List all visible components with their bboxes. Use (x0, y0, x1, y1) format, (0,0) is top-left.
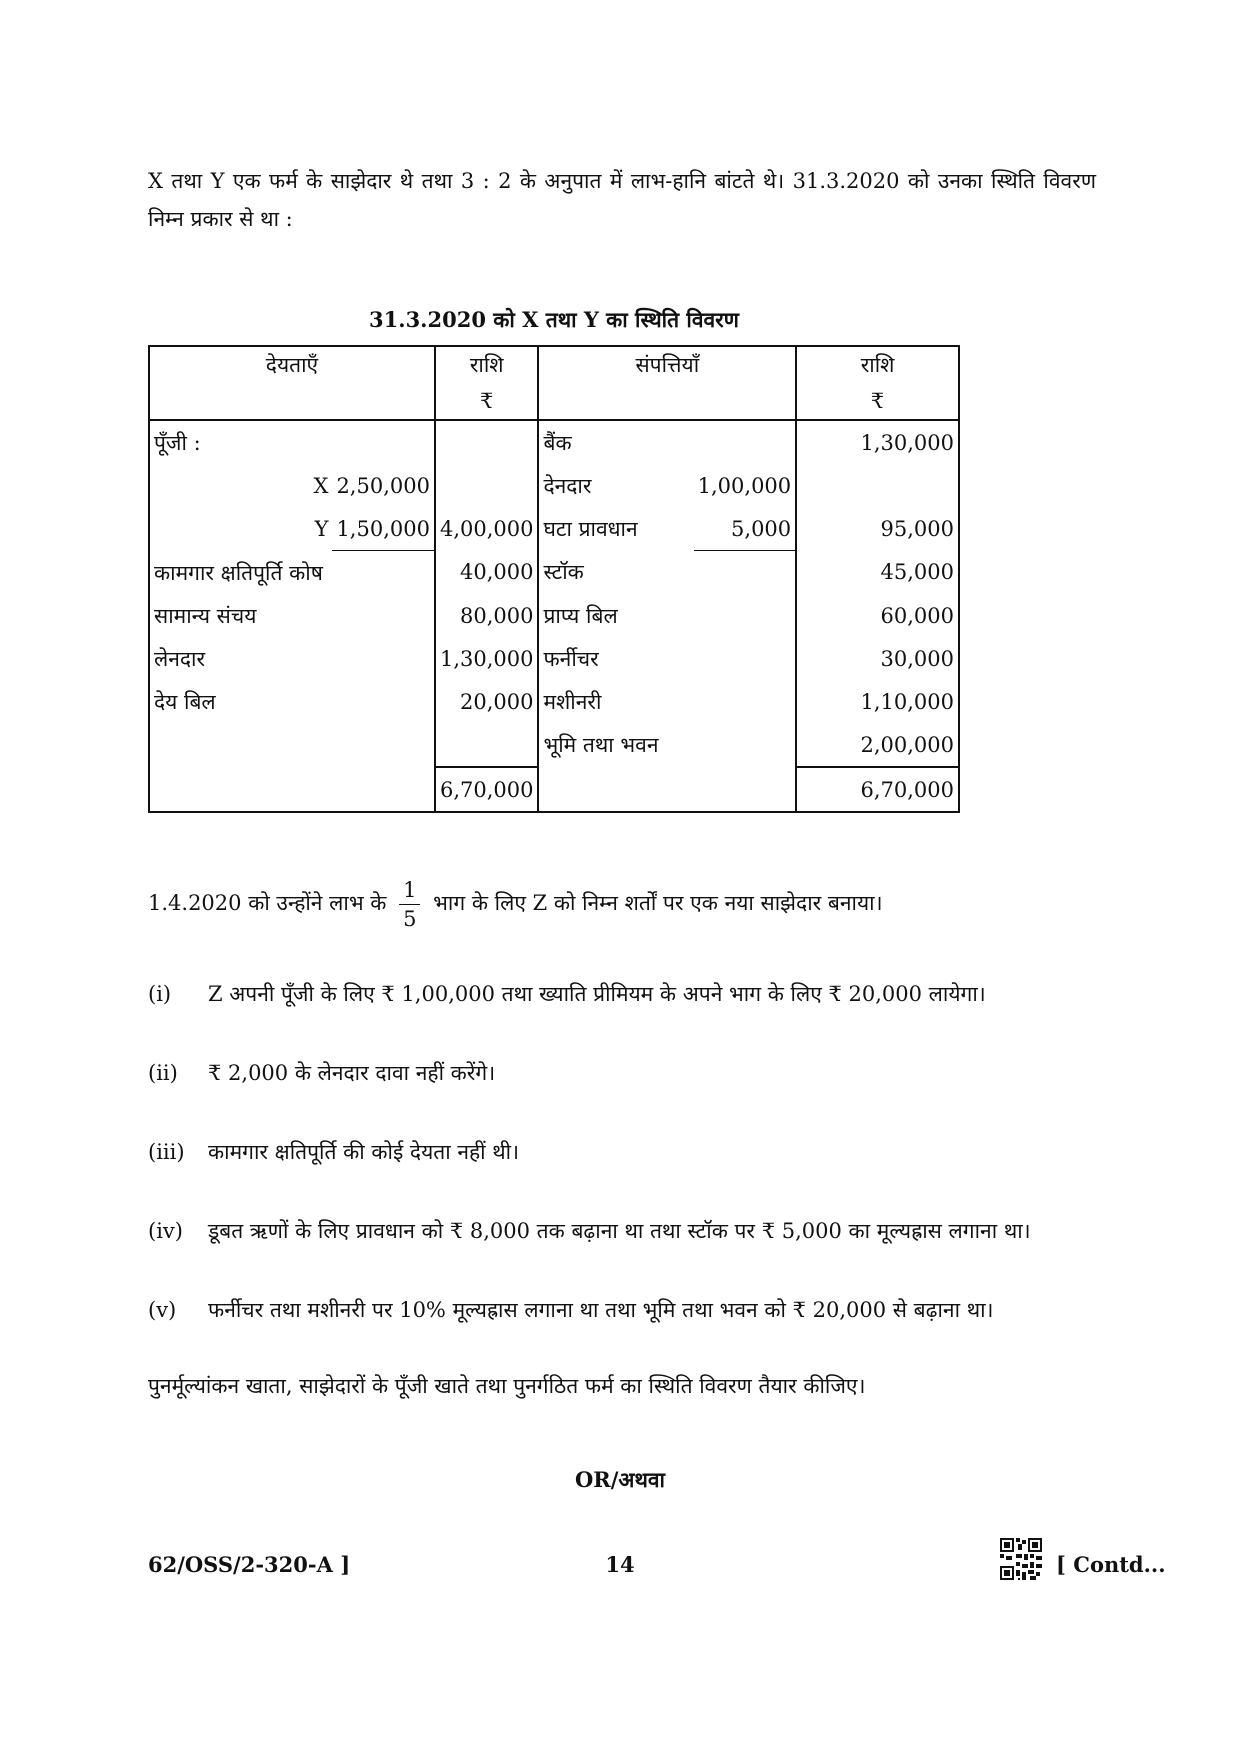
liability-label: पूँजी : (154, 430, 201, 455)
asset-sub-amount (694, 594, 797, 637)
asset-amount: 95,000 (796, 507, 959, 551)
liability-amount: 1,30,000 (435, 637, 539, 680)
currency-symbol: ₹ (796, 383, 959, 420)
condition-item: (i) Z अपनी पूँजी के लिए ₹ 1,00,000 तथा ख्याति प्रीमियम के अपने भाग के लिए ₹ 20,000 लायेगा। (148, 982, 986, 1006)
condition-item: (v) फर्नीचर तथा मशीनरी पर 10% मूल्यह्रास लगाना था तथा भूमि तथा भवन को ₹ 20,000 से बढ़ाना था। (148, 1298, 994, 1322)
liability-label (149, 723, 435, 767)
asset-label: फर्नीचर (538, 637, 693, 680)
liability-amount: 40,000 (435, 551, 539, 595)
balance-sheet-title: 31.3.2020 को X तथा Y का स्थिति विवरण (369, 307, 739, 332)
asset-label: देनदार (538, 464, 693, 507)
page-number: 14 (605, 1552, 635, 1577)
profit-share-fraction (399, 876, 420, 933)
asset-amount: 30,000 (796, 637, 959, 680)
condition-item: (iv) डूबत ऋणों के लिए प्रावधान को ₹ 8,000 तक बढ़ाना था तथा स्टॉक पर ₹ 5,000 का मूल्यह्रास लगाना था। (148, 1219, 1031, 1243)
asset-label: प्राप्य बिल (538, 594, 693, 637)
question-intro: X तथा Y एक फर्म के साझेदार थे तथा 3 : 2 के अनुपात में लाभ-हानि बांटते थे। 31.3.2020 को उनका स्थिति विवरण निम्न प्रकार से था : (148, 169, 1096, 231)
condition-item: (iii) कामगार क्षतिपूर्ति की कोई देयता नहीं थी। (148, 1140, 520, 1164)
condition-item: (ii) ₹ 2,000 के लेनदार दावा नहीं करेंगे। (148, 1061, 496, 1085)
or-separator: OR/अथवा (575, 1467, 665, 1492)
liability-amount: 4,00,000 (435, 507, 539, 551)
table-currency-row (149, 383, 959, 420)
asset-amount: 45,000 (796, 551, 959, 595)
totals-row (149, 767, 959, 812)
asset-sub-amount (694, 637, 797, 680)
table-row (149, 420, 959, 464)
asset-amount: 1,30,000 (796, 420, 959, 464)
table-row (149, 680, 959, 723)
balance-sheet-table (148, 345, 960, 813)
total-liabilities: 6,70,000 (435, 767, 539, 812)
table-row (149, 723, 959, 767)
partner-name: Y (314, 516, 329, 541)
admission-after: भाग के लिए Z को निम्न शर्तों पर एक नया साझेदार बनाया। (433, 891, 883, 915)
partner-capital: 2,50,000 (336, 473, 430, 498)
table-row (149, 637, 959, 680)
asset-sub-amount: 1,00,000 (697, 473, 792, 498)
instruction-text: पुनर्मूल्यांकन खाता, साझेदारों के पूँजी खाते तथा पुनर्गठित फर्म का स्थिति विवरण तैयार कीजिए। (148, 1374, 866, 1398)
asset-sub-amount (694, 420, 797, 464)
header-liabilities: देयताएँ (265, 353, 319, 377)
asset-label: भूमि तथा भवन (538, 723, 693, 767)
total-assets: 6,70,000 (796, 767, 959, 812)
partner-capital: 1,50,000 (332, 507, 435, 551)
asset-sub-amount (694, 680, 797, 723)
asset-amount (796, 464, 959, 507)
header-amount-assets: राशि (796, 346, 959, 383)
table-row (149, 551, 959, 595)
table-row (149, 594, 959, 637)
partner-name: X (313, 473, 329, 498)
asset-sub-amount: 5,000 (694, 507, 797, 551)
asset-label: बैंक (538, 420, 693, 464)
table-row (149, 464, 959, 507)
table-header-row (149, 346, 959, 383)
liability-label: देय बिल (154, 689, 216, 714)
asset-sub-amount (694, 551, 797, 595)
liability-amount: 20,000 (435, 680, 539, 723)
admission-statement (148, 876, 883, 933)
header-assets: संपत्तियाँ (538, 346, 796, 383)
asset-sub-amount (694, 723, 797, 767)
asset-label: मशीनरी (538, 680, 693, 723)
asset-amount: 60,000 (796, 594, 959, 637)
paper-code: 62/OSS/2-320-A ] (148, 1552, 351, 1577)
asset-amount: 2,00,000 (796, 723, 959, 767)
liability-amount (435, 723, 539, 767)
fraction-denominator: 5 (399, 904, 420, 933)
admission-before: 1.4.2020 को उन्होंने लाभ के (148, 891, 387, 915)
liability-label: कामगार क्षतिपूर्ति कोष (154, 560, 323, 585)
table-row (149, 507, 959, 551)
liability-label: लेनदार (154, 646, 206, 671)
continued-label: [ Contd... (1056, 1552, 1166, 1577)
liability-amount (435, 420, 539, 464)
qr-code-icon (1000, 1538, 1042, 1580)
liability-amount: 80,000 (435, 594, 539, 637)
currency-symbol: ₹ (435, 383, 539, 420)
header-amount-liabilities: राशि (435, 346, 539, 383)
asset-amount: 1,10,000 (796, 680, 959, 723)
asset-label: घटा प्रावधान (538, 507, 693, 551)
asset-label: स्टॉक (538, 551, 693, 595)
liability-amount (435, 464, 539, 507)
liability-label: सामान्य संचय (154, 603, 257, 628)
fraction-numerator: 1 (403, 878, 417, 902)
